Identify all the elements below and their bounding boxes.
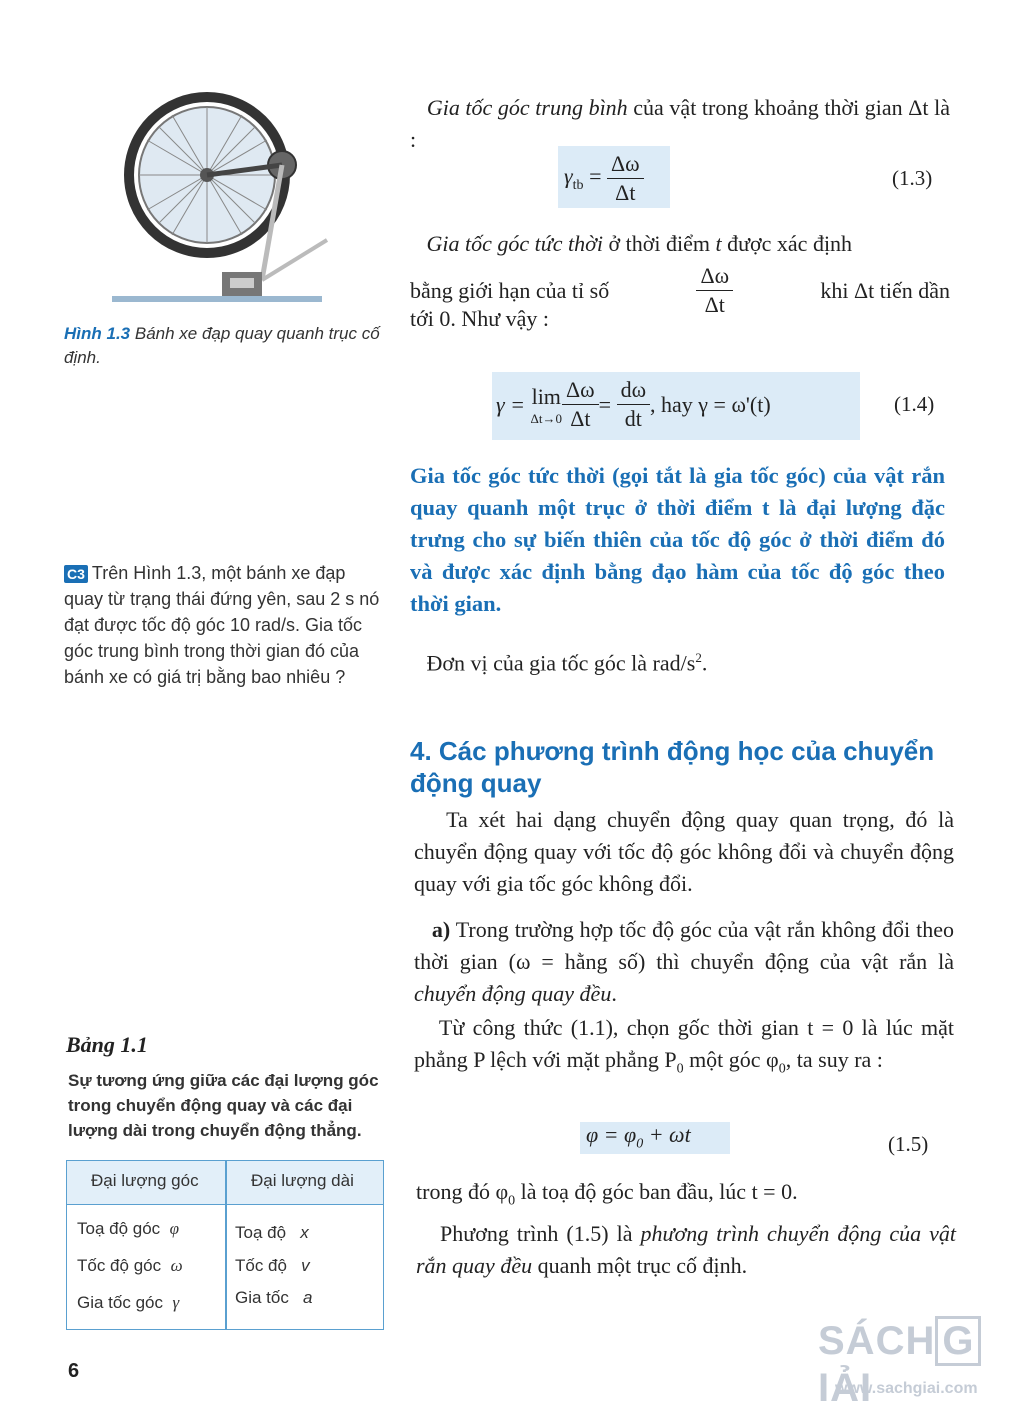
table-cell: Toạ độ x <box>235 1223 309 1242</box>
section-heading: 4. Các phương trình động học của chuyển động quay <box>410 736 935 798</box>
paragraph-uniform-rotation: a) Trong trường hợp tốc độ góc của vật rắn không đổi theo thời gian (ω = hằng số) thì chuyển động của vật rắn là chuyển động quay đều. <box>414 917 955 1006</box>
table-cell: Tốc độ góc ω <box>77 1256 183 1275</box>
eqno-1-3: (1.3) <box>892 166 933 190</box>
paragraph-instant-line3: tới 0. Như vậy : <box>410 306 550 331</box>
formula-1-5: $\varphi = \varphi_0 + \omega t$ <box>586 1122 691 1152</box>
paragraph-avg-acceleration: Gia tốc góc trung bình của vật trong khoảng thời gian Δt là : <box>410 95 951 152</box>
figure-caption <box>64 322 384 370</box>
table-cell: Toạ độ góc φ <box>77 1219 180 1238</box>
eqno-1-4: (1.4) <box>894 392 935 416</box>
bicycle-wheel-figure <box>112 90 332 310</box>
paragraph-unit: Đơn vị của gia tốc góc là rad/$s^2$. <box>426 650 708 676</box>
page-number: 6 <box>68 1360 80 1382</box>
table-cell: Gia tốc góc γ <box>77 1293 180 1312</box>
c3-badge: C3 <box>64 565 88 583</box>
paragraph-instant-acceleration: Gia tốc góc tức thời ở thời điểm t được xác định <box>426 231 853 256</box>
paragraph-two-forms: Ta xét hai dạng chuyển động quay quan trọng, đó là chuyển động quay với tốc độ góc không đổi và chuyển động quay với gia tốc góc không đổi. <box>414 807 954 896</box>
c3-question <box>64 560 384 690</box>
paragraph-equation-of-motion: Phương trình (1.5) là phương trình chuyển động của vật rắn quay đều quanh một trục cố định. <box>416 1221 957 1278</box>
table-header-angular: Đại lượng góc <box>91 1171 199 1190</box>
table-description: Sự tương ứng giữa các đại lượng góc trong chuyển động quay và các đại lượng dài trong chuyển động thẳng. <box>68 1071 379 1140</box>
table-title: Bảng 1.1 <box>66 1032 148 1057</box>
definition-angular-acceleration: Gia tốc góc tức thời (gọi tắt là gia tốc góc) của vật rắn quay quanh một trục ở thời điểm t là đại lượng đặc trưng cho sự biến thiên của tốc độ góc ở thời điểm đó và được xác định bằng đạo hàm của tốc độ góc theo thời gian. <box>410 463 945 616</box>
quantity-table <box>66 1160 384 1330</box>
paragraph-from-formula: Từ công thức (1.1), chọn gốc thời gian t = 0 là lúc mặt phẳng P lệch với mặt phẳng $P_0$ một góc $\varphi_0$, ta suy ra : <box>414 1015 955 1077</box>
formula-1-3: $\gamma_{tb}$ = $\frac{\Delta\omega}{\Delta t}$ <box>564 150 644 207</box>
paragraph-initial-coordinate: trong đó $\varphi_0$ là toạ độ góc ban đầu, lúc t = 0. <box>416 1179 798 1209</box>
watermark-logo: SÁCH GIẢI <box>818 1316 1024 1408</box>
table-cell: Tốc độ v <box>235 1256 310 1275</box>
table-cell: Gia tốc a <box>235 1288 313 1307</box>
eqno-1-5: (1.5) <box>888 1132 929 1156</box>
formula-1-4: γ = lim Δt→0 $\frac{\Delta\omega}{\Delta t}$ = $\frac{d\omega}{dt}$ , hay γ = ω'(t) <box>496 377 771 431</box>
paragraph-instant-line2: bằng giới hạn của tỉ số $\frac{\Delta\omega}{\Delta t}$ khi Δt tiến dần <box>410 263 950 317</box>
figure-caption-text: Bánh xe đạp quay quanh trục cố định. <box>64 324 380 367</box>
figure-label: Hình 1.3 <box>64 324 131 343</box>
table-header-linear: Đại lượng dài <box>251 1171 354 1190</box>
watermark-url: www.sachgiai.com <box>835 1380 978 1397</box>
c3-text: Trên Hình 1.3, một bánh xe đạp quay từ trạng thái đứng yên, sau 2 s nó đạt được tốc độ góc 10 rad/s. Gia tốc góc trung bình trong thời gian đó của bánh xe có giá trị bằng bao nhiêu ? <box>64 563 380 687</box>
